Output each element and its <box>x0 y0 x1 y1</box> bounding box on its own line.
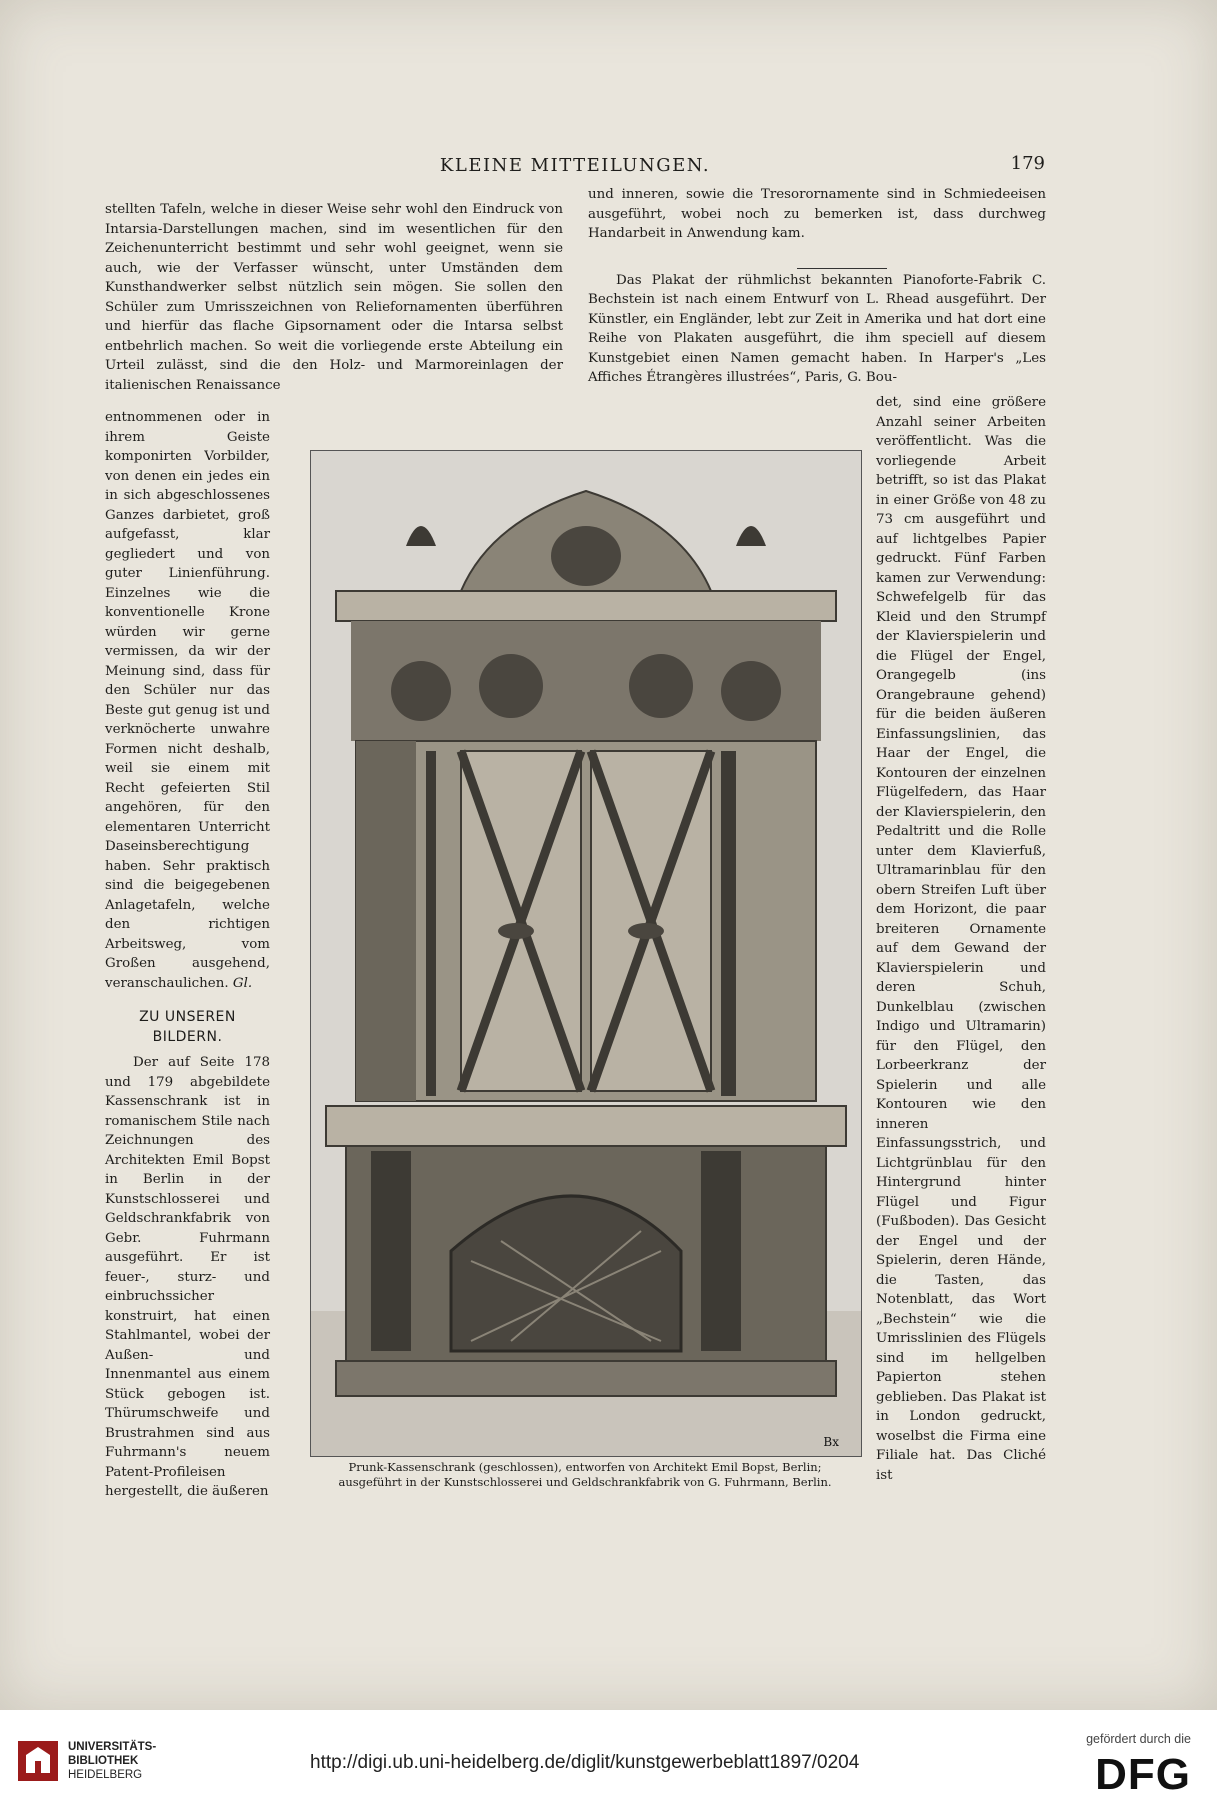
running-head: KLEINE MITTEILUNGEN. <box>439 155 711 176</box>
side-panel <box>356 741 416 1101</box>
section-paragraph: Der auf Seite 178 und 179 abgebildete Kassenschrank ist in romanischem Stile nach Zeichnungen des Architekten Emil Bopst in Berlin in der Kunstschlosserei und Geldschrankfabrik von Gebr. Fuhrmann ausgeführt. Er ist feuer-, sturz- und einbruchssicher konstruirt, hat einen Stahlmantel, wobei der Außen- und Innenmantel aus einem Stück gebogen ist. Thürumschweife und Brustrahmen sind aus Fuhrmann's neuem Patent-Profileisen hergestellt, die äußeren <box>105 1055 270 1499</box>
section-heading-line1: ZU UNSEREN <box>139 1009 236 1025</box>
right-wide-paragraph: Das Plakat der rühmlichst bekannten Pianoforte-Fabrik C. Bechstein ist nach einem Entwurf von L. Rhead ausgeführt. Der Künstler, ein Engländer, lebt zur Zeit in Amerika und hat dort eine Reihe von Plakaten ausgeführt, die ihm speciell auf diesem Kunstgebiet einen Namen gemacht haben. In Harper's „Les Affiches Étrangères illustrées“, Paris, G. Bou- <box>588 272 1046 385</box>
digitization-footer <box>0 1710 1217 1805</box>
left-narrow-paragraph <box>105 408 270 993</box>
right-column-top <box>588 185 1046 388</box>
right-column-narrow <box>876 393 1046 1485</box>
left-column-top <box>105 200 563 395</box>
separator-rule <box>797 268 887 269</box>
left-column-pillar <box>371 1151 411 1351</box>
upper-cabinet <box>356 741 816 1101</box>
funding-label: gefördert durch die <box>1086 1732 1191 1746</box>
library-line3: HEIDELBERG <box>68 1769 143 1781</box>
dfg-logo[interactable]: DFG <box>1095 1750 1191 1799</box>
library-line1: UNIVERSITÄTS- <box>68 1741 157 1753</box>
cornice <box>336 591 836 741</box>
section-heading-line2: BILDERN. <box>152 1029 223 1045</box>
page-number: 179 <box>1010 153 1045 174</box>
engraver-monogram: Bx <box>823 1435 839 1449</box>
right-column-pillar <box>701 1151 741 1351</box>
section-heading <box>105 1007 270 1047</box>
right-narrow-paragraph: det, sind eine größere Anzahl seiner Arbeiten veröffentlicht. Was die vorliegende Arbeit betrifft, so ist das Plakat in einer Größe von 48 zu 73 cm ausgeführt und auf lichtgelbes Papier gedruckt. Fünf Farben kamen zur Verwendung: Schwefelgelb für das Kleid und den Strumpf der Klavierspielerin und die Flügel der Engel, Orangegelb (ins Orangebraune gehend) für die beiden äußeren Einfassungslinien, das Haar der Engel, die Kontouren der einzelnen Flügelfedern, das Haar der Klavierspielerin, den Pedaltritt und die Rolle unter dem Klavierfuß, Ultramarinblau für den obern Streifen Luft über dem Horizont, die paar breiteren Ornamente auf dem Gewand der Klavierspielerin und deren Schuh, Dunkelblau (zwischen Indigo und Ultramarin) für den Flügel, den Lorbeerkranz der Spielerin und alle Kontouren wie den inneren Einfassungsstrich, und Lichtgrünblau für den Hintergrund hinter Flügel und Figur (Fußboden). Das Gesicht der Engel und der Spielerin, deren Hände, die Tasten, das Notenblatt, das Wort „Bechstein“ wie die Umrisslinien des Flügels sind im hellgelben Papierton stehen geblieben. Das Plakat ist in London gedruckt, woselbst die Firma eine Filiale hat. Das Cliché ist <box>876 395 1046 1483</box>
magazine-page <box>105 145 1045 1510</box>
right-handle <box>628 923 664 939</box>
caption-line2: ausgeführt in der Kunstschlosserei und Geldschrankfabrik von G. Fuhrmann, Berlin. <box>338 1475 832 1489</box>
left-handle <box>498 923 534 939</box>
cabinet-illustration <box>310 450 862 1457</box>
left-top-paragraph: stellten Tafeln, welche in dieser Weise sehr wohl den Eindruck von Intarsia-Darstellungen machen, sind im wesentlichen für den Zeichenunterricht bestimmt und sehr wohl geeignet, wenn sie auch, wie der Verfasser wünscht, unter Umständen dem Kunsthandwerker selbst nützlich sein mögen. Sie sollen den Schüler zum Umrisszeichnen von Reliefornamenten überführen und hierfür das flache Gipsornament oder die Intarsa selbst entbehrlich machen. So weit die vorliegende erste Abteilung ein Urteil zulässt, sind die den Holz- und Marmoreinlagen der italienischen Renaissance <box>105 202 563 393</box>
library-logo[interactable] <box>18 1740 156 1782</box>
university-seal-icon <box>18 1741 58 1781</box>
lower-cabinet <box>326 1106 846 1396</box>
paragraph-gap <box>588 244 1046 271</box>
left-column-narrow <box>105 408 270 1502</box>
figure-caption <box>310 1460 860 1490</box>
permalink-url[interactable]: http://digi.ub.uni-heidelberg.de/diglit/kunstgewerbeblatt1897/0204 <box>310 1752 860 1773</box>
author-signature: Gl. <box>232 975 253 991</box>
library-name <box>68 1740 156 1782</box>
plinth <box>336 1361 836 1396</box>
cabinet-engraving <box>311 451 861 1456</box>
right-top-paragraph: und inneren, sowie die Tresorornamente sind in Schmiedeeisen ausgeführt, wobei noch zu bemerken ist, dass durchweg Handarbeit in Anwendung kam. <box>588 187 1046 241</box>
library-line2: BIBLIOTHEK <box>68 1755 139 1767</box>
left-narrow-text: entnommenen oder in ihrem Geiste komponirten Vorbilder, von denen ein jedes ein in sich abgeschlossenes Ganzes darbietet, groß aufgefasst, klar gegliedert und von guter Linienführung. Einzelnes wie die konventionelle Krone würden wir gerne vermissen, da wir der Meinung sind, dass für den Schüler nur das Beste gut genug ist und verknöcherte unwahre Formen nicht deshalb, weil sie einem mit Recht gefeierten Stil angehören, für den elementaren Unterricht Daseinsberechtigung haben. Sehr praktisch sind die beigegebenen Anlagetafeln, welche den richtigen Arbeitsweg, vom Großen ausgehend, veranschaulichen. <box>105 410 270 991</box>
caption-line1: Prunk-Kassenschrank (geschlossen), entworfen von Architekt Emil Bopst, Berlin; <box>348 1460 822 1474</box>
